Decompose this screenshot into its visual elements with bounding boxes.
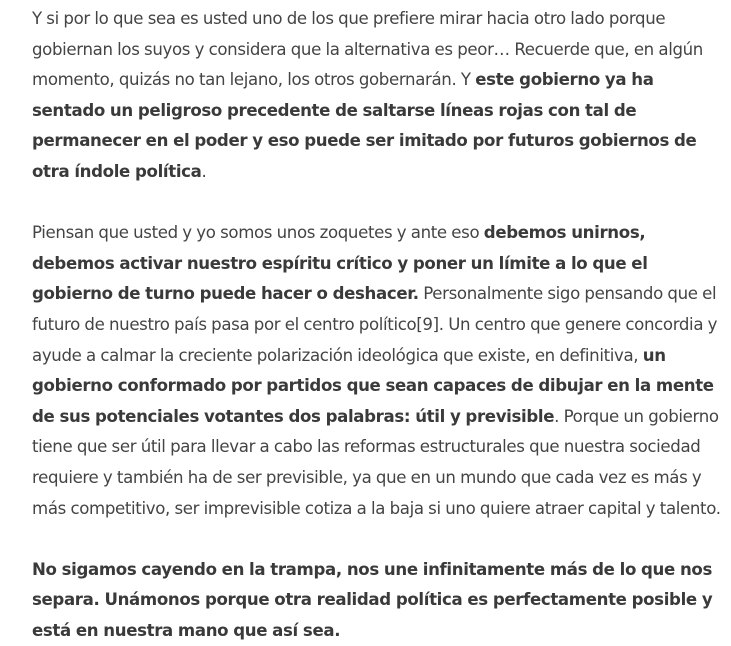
paragraph-2-middle: Personalmente sigo pensando que el futuro de nuestro país pasa por el centro político[9]. Un centro que genere concordia y ayude a calmar la creciente polarización ideológica que existe, en definitiva, [32,284,718,365]
paragraph-1-text: Y si por lo que sea es usted uno de los que prefiere mirar hacia otro lado porque gobiernan los suyos y considera que la alternativa es peor… Recuerde que, en algún momento, quizás no tan lejano, los otros gobernarán. Y [32,9,703,90]
paragraph-1 [32,4,722,188]
paragraph-2-intro: Piensan que usted y yo somos unos zoquetes y ante eso [32,223,484,243]
article-body [32,4,722,646]
paragraph-3-highlight: No sigamos cayendo en la trampa, nos une infinitamente más de lo que nos separa. Unámonos porque otra realidad política es perfectamente posible y está en nuestra mano que así sea. [32,559,713,640]
paragraph-1-highlight: este gobierno ya ha sentado un peligroso precedente de saltarse líneas rojas con tal de permanecer en el poder y eso puede ser imitado por futuros gobiernos de otra índole política [32,70,697,181]
paragraph-2-ending: . Porque un gobierno tiene que ser útil para llevar a cabo las reformas estructurales que nuestra sociedad requiere y también ha de ser previsible, ya que en un mundo que cada vez es más y más competitivo, ser imprevisible cotiza a la baja si uno quiere atraer capital y talento. [32,406,721,518]
paragraph-2-highlight-2: un gobierno conformado por partidos que sean capaces de dibujar en la mente de sus potenciales votantes dos palabras: útil y previsible [32,345,714,426]
paragraph-1-period: . [201,161,207,181]
paragraph-3 [32,555,722,646]
paragraph-2-highlight-1: debemos unirnos, debemos activar nuestro espíritu crítico y poner un límite a lo que el gobierno de turno puede hacer o deshacer. [32,223,648,304]
paragraph-2 [32,218,722,524]
